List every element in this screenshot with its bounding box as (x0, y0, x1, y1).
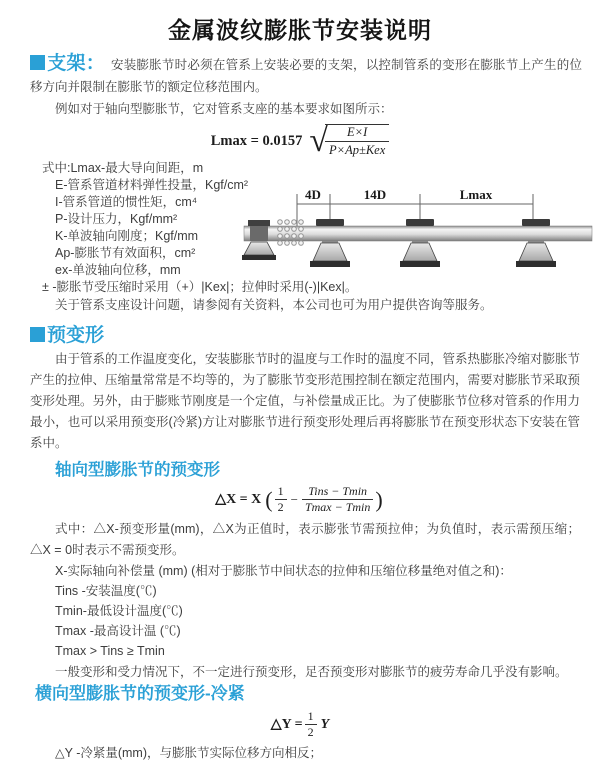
lateral-formula-lhs: △Y = (270, 717, 303, 732)
fraction-denominator: 2 (277, 500, 284, 514)
definition-line: Tmax > Tins ≥ Tmin (55, 644, 165, 658)
lateral-coldpull-formula (0, 709, 600, 740)
support-example-line: 例如对于轴向型膨胀节，它对管系支座的基本要求如图所示： (55, 102, 393, 116)
fraction-numerator: Tins − Tmin (302, 484, 373, 500)
definition-line: E-管系管道材料弹性投量，Kgf/cm² (55, 178, 249, 192)
definition-line: Tmax -最高设计温 (℃) (55, 624, 181, 638)
fraction-numerator: 1 (275, 484, 287, 500)
radical-sign-icon: √ (309, 122, 329, 159)
definition-line: ex-单波轴向位移，mm (55, 263, 181, 277)
lmax-formula-numerator: E×I (325, 125, 389, 142)
temperature-fraction (302, 484, 373, 515)
support-section-heading: 支架： (47, 53, 105, 74)
dimension-label-14d: 14D (363, 187, 387, 202)
predeform-section-heading: 预变形 (47, 325, 105, 346)
x-definition-line: X-实际轴向补偿量 (mm) (相对于膨胀节中间状态的拉伸和压缩位移量绝对值之和)： (55, 564, 512, 578)
axial-predeform-formula (0, 484, 600, 515)
support-section-body: 安装膨胀节时必须在管系上安装必要的支架，以控制管系的变形在膨胀节上产生的位移方向并限制在膨胀节的额定位移范围内。 (30, 58, 582, 94)
lmax-formula-denominator: P×Ap±Kex (329, 143, 386, 157)
support-section-paragraph (30, 53, 582, 98)
minus-sign: − (290, 491, 298, 507)
page-title: 金属波纹膨胀节安装说明 (168, 17, 432, 43)
temperature-definitions (55, 581, 600, 661)
axial-subsection-heading: 轴向型膨胀节的预变形 (55, 461, 220, 479)
lmax-formula-radicand (325, 124, 389, 158)
close-paren: ) (375, 486, 383, 512)
dimension-label-4d: 4D (305, 187, 321, 202)
half-fraction (305, 709, 317, 740)
lmax-formula (0, 124, 600, 158)
dimension-label-lmax: Lmax (459, 187, 493, 202)
lateral-subsection-heading: 横向型膨胀节的预变形-冷紧 (35, 684, 245, 703)
fraction-denominator: Tmax − Tmin (304, 500, 371, 514)
support-spacing-diagram (240, 186, 596, 282)
definition-line: Tins -安装温度(℃) (55, 584, 157, 598)
definition-line: 式中:Lmax-最大导向间距，m (42, 161, 204, 175)
lmax-formula-lhs: Lmax = 0.0157 (210, 132, 303, 149)
section-marker-icon (30, 327, 45, 342)
predeform-section-heading-row (30, 324, 600, 349)
support-closing-note: 关于管系支座设计问题，请参阅有关资料，本公司也可为用户提供咨询等服务。 (55, 298, 493, 312)
axial-formula-lhs: △X = X (215, 492, 262, 507)
axial-note: 一般变形和受力情况下，不一定进行预变形，足否预变形对膨胀节的疲劳寿命几乎没有影响。 (55, 665, 568, 679)
open-paren: ( (265, 486, 273, 512)
definition-line: K-单波轴向刚度；Kgf/mm (55, 229, 199, 243)
section-marker-icon (30, 55, 45, 70)
predeform-paragraph: 由于管系的工作温度变化，安装膨胀节时的温度与工作时的温度不同，管系热膨胀冷缩对膨胀节产生的拉伸、压缩量常常是不均等的，为了膨胀节变形范围控制在额定范围内，需要对膨胀节采取预变形处理。另外，由于膨账节刚度是一个定值，与补偿量成正比。为了使膨胀节位移对管系的作用力最小，也可以采用预变形(冷紧)方让对膨胀节进行预变形处理后再将膨胀节在预变形状态下安装在管系中。 (30, 352, 581, 450)
y-definition-line: △Y -冷紧量(mm)，与膨胀节实际位移方向相反； (55, 746, 323, 760)
half-fraction (275, 484, 287, 515)
lateral-formula-rhs: Y (320, 716, 330, 732)
axial-formula-explanation: 式中：△X-预变形量(mm)，△X为正值时，表示膨张节需预拉伸；为负值时，表示需预压缩；△X = 0时表示不需预变形。 (30, 522, 580, 557)
definition-line: Ap-膨胀节有效面积，cm² (55, 246, 196, 260)
fraction-denominator: 2 (307, 725, 314, 739)
definition-line: P-设计压力，Kgf/mm² (55, 212, 178, 226)
definition-line: ± -膨胀节受压缩时采用（+）|Kex|；拉伸时采用(-)|Kex|。 (42, 280, 358, 294)
definition-line: Tmin-最低设计温度(℃) (55, 604, 183, 618)
definition-line: I-管系管道的惯性矩，cm⁴ (55, 195, 198, 209)
fraction-numerator: 1 (305, 709, 317, 725)
